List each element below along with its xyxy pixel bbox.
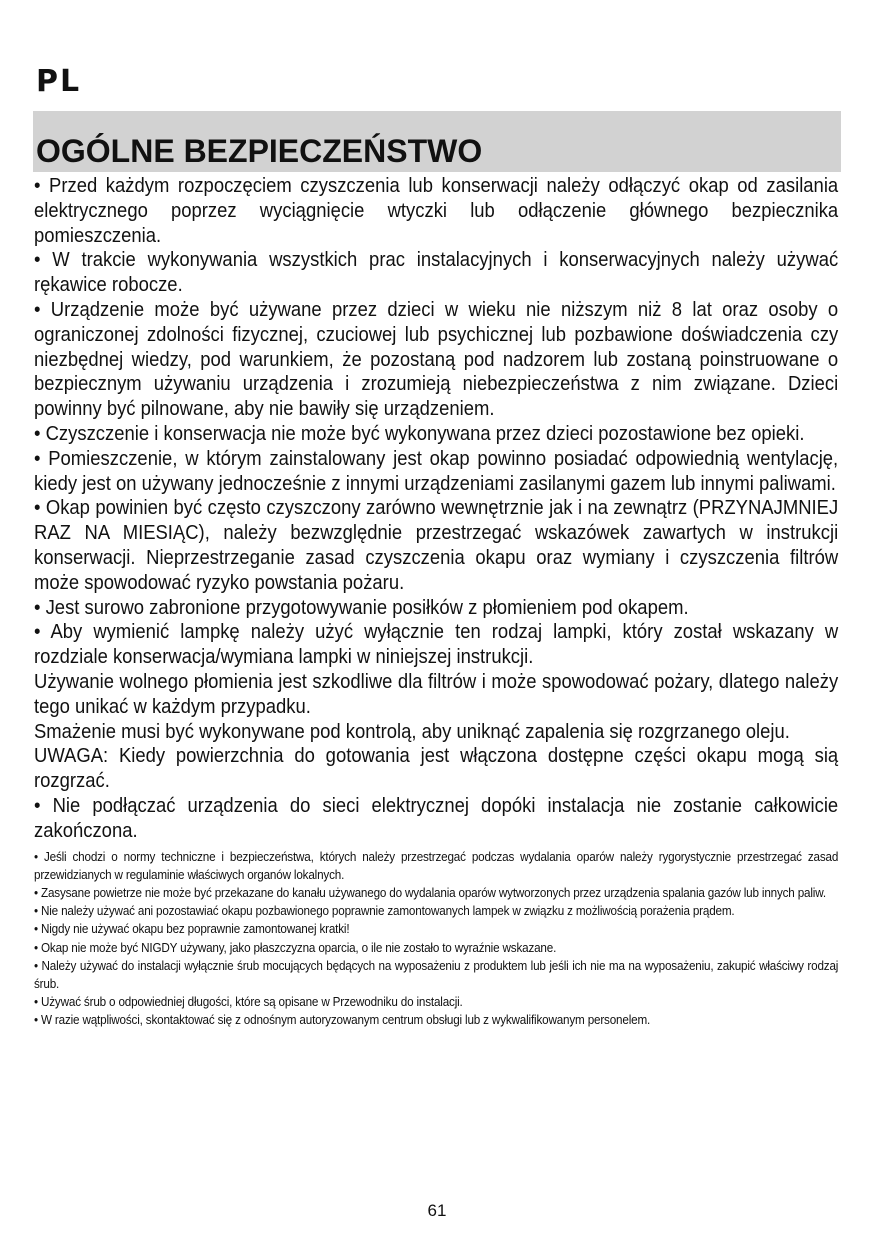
- language-code: PL: [36, 64, 82, 99]
- paragraph: • W trakcie wykonywania wszystkich prac instalacyjnych i konserwacyjnych należy używać rękawice robocze.: [34, 248, 839, 297]
- paragraph: • Aby wymienić lampkę należy użyć wyłącznie ten rodzaj lampki, który został wskazany w rozdziale konserwacja/wymiana lampki w niniejszej instrukcji.: [34, 620, 839, 669]
- section-title: OGÓLNE BEZPIECZEŃSTWO: [36, 133, 483, 169]
- note: • W razie wątpliwości, skontaktować się z odnośnym autoryzowanym centrum obsługi lub z wykwalifikowanym personelem.: [34, 1012, 651, 1028]
- note: • Zasysane powietrze nie może być przekazane do kanału używanego do wydalania oparów wytworzonych przez urządzenia spalania gazów lub innych paliw.: [34, 884, 826, 900]
- note: • Należy używać do instalacji wyłącznie śrub mocujących będących na wyposażeniu z produktem lub jeśli ich nie ma na wyposażeniu, zakupić właściwy rodzaj śrub.: [34, 957, 839, 991]
- document-body: [34, 174, 839, 1030]
- safety-paragraphs: [34, 174, 839, 844]
- paragraph: Używanie wolnego płomienia jest szkodliwe dla filtrów i może spowodować pożary, dlatego należy tego unikać w każdym przypadku.: [34, 669, 839, 718]
- note: • Nie należy używać ani pozostawiać okapu pozbawionego poprawnie zamontowanych lampek w związku z możliwością porażenia prądem.: [34, 903, 735, 919]
- paragraph: • Jest surowo zabronione przygotowywanie posiłków z płomieniem pod okapem.: [34, 595, 689, 619]
- paragraph: UWAGA: Kiedy powierzchnia do gotowania jest włączona dostępne części okapu mogą sią rozgrzać.: [34, 744, 839, 793]
- paragraph: • Okap powinien być często czyszczony zarówno wewnętrznie jak i na zewnątrz (PRZYNAJMNIEJ RAZ NA MIESIĄC), należy bezwzględnie przestrzegać wskazówek zawartych w instrukcji konserwacji. Nieprzestrzeganie zasad czyszczenia okapu oraz wymiany i czyszczenia filtrów może spowodować ryzyko powstania pożaru.: [34, 496, 839, 594]
- note: • Okap nie może być NIGDY używany, jako płaszczyzna oparcia, o ile nie zostało to wyraźnie wskazane.: [34, 939, 557, 955]
- paragraph: Smażenie musi być wykonywane pod kontrolą, aby uniknąć zapalenia się rozgrzanego oleju.: [34, 719, 790, 743]
- note: • Jeśli chodzi o normy techniczne i bezpieczeństwa, których należy przestrzegać podczas wydalania oparów należy rygorystycznie przestrzegać zasad przewidzianych w regulaminie właściwych organów lokalnych.: [34, 848, 839, 882]
- note: • Nigdy nie używać okapu bez poprawnie zamontowanej kratki!: [34, 921, 350, 937]
- paragraph: • Urządzenie może być używane przez dzieci w wieku nie niższym niż 8 lat oraz osoby o ograniczonej zdolności fizycznej, czuciowej lub psychicznej lub pozbawione doświadczenia czy niezbędnej wiedzy, pod warunkiem, że pozostaną pod nadzorem lub zostaną poinstruowane o bezpiecznym używaniu urządzenia i zrozumieją niebezpieczeństwa z nim związane. Dzieci powinny być pilnowane, aby nie bawiły się urządzeniem.: [34, 297, 839, 421]
- safety-notes: [34, 848, 839, 1030]
- note: • Używać śrub o odpowiedniej długości, które są opisane w Przewodniku do instalacji.: [34, 994, 463, 1010]
- paragraph: • Czyszczenie i konserwacja nie może być wykonywana przez dzieci pozostawione bez opieki.: [34, 421, 805, 445]
- paragraph: • Nie podłączać urządzenia do sieci elektrycznej dopóki instalacja nie zostanie całkowicie zakończona.: [34, 793, 839, 842]
- paragraph: • Przed każdym rozpoczęciem czyszczenia lub konserwacji należy odłączyć okap od zasilania elektrycznego poprzez wyciągnięcie wtyczki lub odłączenie głównego bezpiecznika pomieszczenia.: [34, 174, 839, 247]
- page-number: 61: [427, 1201, 447, 1220]
- paragraph: • Pomieszczenie, w którym zainstalowany jest okap powinno posiadać odpowiednią wentylację, kiedy jest on używany jednocześnie z innymi urządzeniami zasilanymi gazem lub innymi paliwami.: [34, 446, 839, 495]
